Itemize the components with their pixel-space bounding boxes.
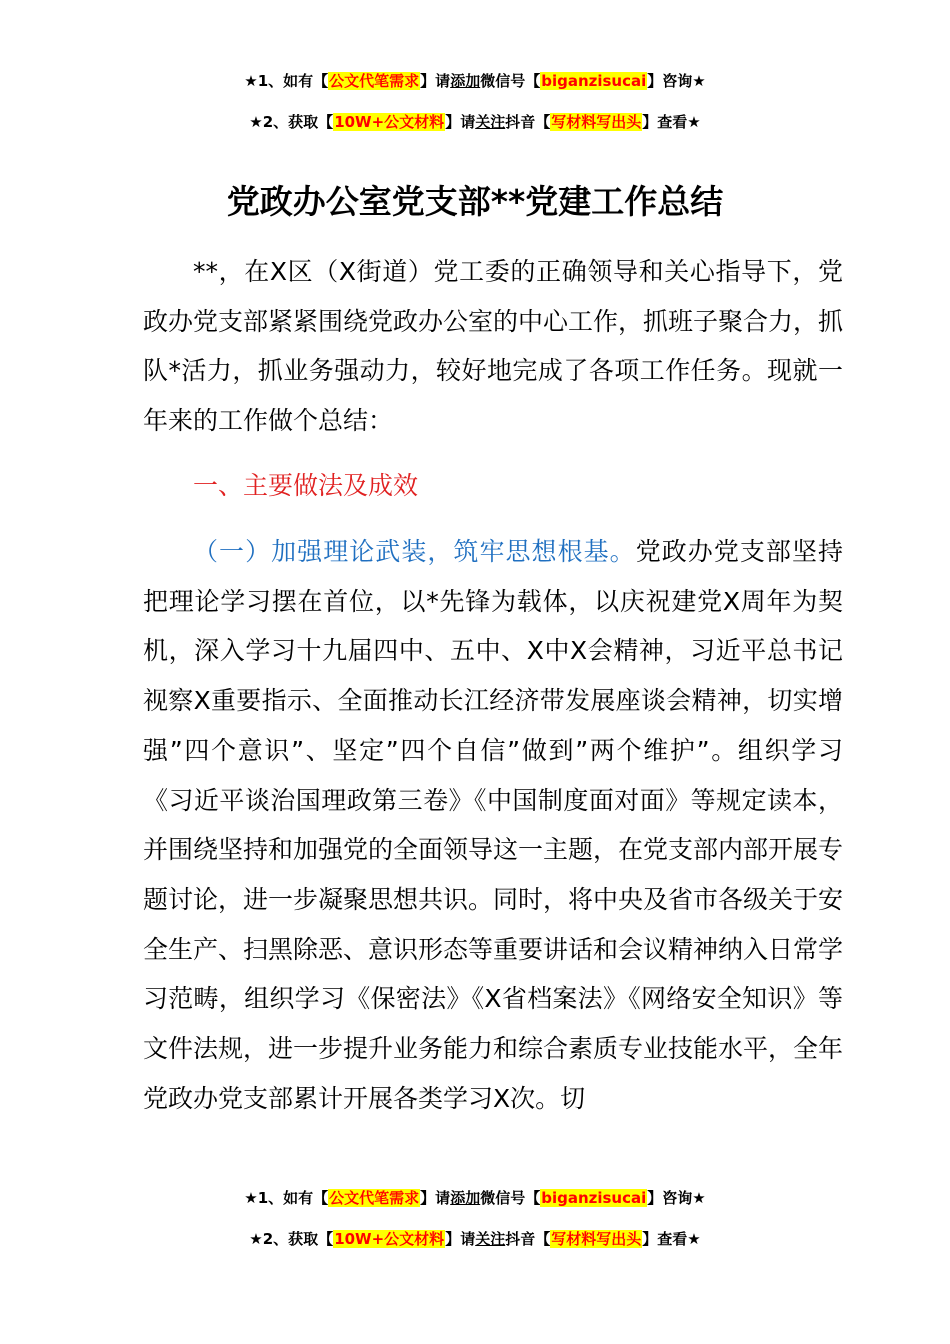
wechat-id: biganzisucai bbox=[541, 1189, 647, 1207]
promo-line-top-2: ★2、获取【10W+公文材料】请关注抖音【写材料写出头】查看★ bbox=[249, 113, 701, 131]
section-heading: 一、主要做法及成效 bbox=[193, 471, 419, 500]
star-icon: ★ bbox=[249, 1230, 263, 1248]
star-icon: ★ bbox=[244, 72, 258, 90]
intro-paragraph: **，在X区（X街道）党工委的正确领导和关心指导下，党政办党支部紧紧围绕党政办公室的中心工作，抓班子聚合力，抓队*活力，抓业务强动力，较好地完成了各项工作任务。现就一年来的工作做个总结： bbox=[143, 257, 844, 436]
highlight-service: 公文代笔需求 bbox=[329, 72, 420, 90]
subsection-body: 党政办党支部坚持把理论学习摆在首位，以*先锋为载体，以庆祝建党X周年为契机，深入学习十九届四中、五中、X中X会精神，习近平总书记视察X重要指示、全面推动长江经济带发展座谈会精神，切实增强”四个意识”、坚定”四个自信”做到”两个维护”。组织学习《习近平谈治国理政第三卷》《中国制度面对面》等规定读本，并围绕坚持和加强党的全面领导这一主题，在党支部内部开展专题讨论，进一步凝聚思想共识。同时，将中央及省市各级关于安全生产、扫黑除恶、意识形态等重要讲话和会议精神纳入日常学习范畴，组织学习《保密法》《X省档案法》《网络安全知识》等文件法规，进一步提升业务能力和综合素质专业技能水平，全年党政办党支部累计开展各类学习X次。切 bbox=[143, 537, 844, 1113]
star-icon: ★ bbox=[244, 1189, 258, 1207]
douyin-account: 写材料写出头 bbox=[551, 113, 642, 131]
promo-line-bottom-2: ★2、获取【10W+公文材料】请关注抖音【写材料写出头】查看★ bbox=[249, 1230, 701, 1248]
promo-line-bottom-1: ★1、如有【公文代笔需求】请添加微信号【biganzisucai】咨询★ bbox=[244, 1189, 706, 1207]
highlight-materials: 10W+公文材料 bbox=[334, 113, 445, 131]
subsection-paragraph bbox=[143, 527, 843, 1123]
star-icon: ★ bbox=[249, 113, 263, 131]
wechat-id: biganzisucai bbox=[541, 72, 647, 90]
douyin-account: 写材料写出头 bbox=[551, 1230, 642, 1248]
highlight-service: 公文代笔需求 bbox=[329, 1189, 420, 1207]
document-title: 党政办公室党支部**党建工作总结 bbox=[226, 182, 724, 221]
promo-line-top-1: ★1、如有【公文代笔需求】请添加微信号【biganzisucai】咨询★ bbox=[244, 72, 706, 90]
subsection-heading: （一）加强理论武装，筑牢思想根基。 bbox=[193, 537, 636, 566]
highlight-materials: 10W+公文材料 bbox=[334, 1230, 445, 1248]
